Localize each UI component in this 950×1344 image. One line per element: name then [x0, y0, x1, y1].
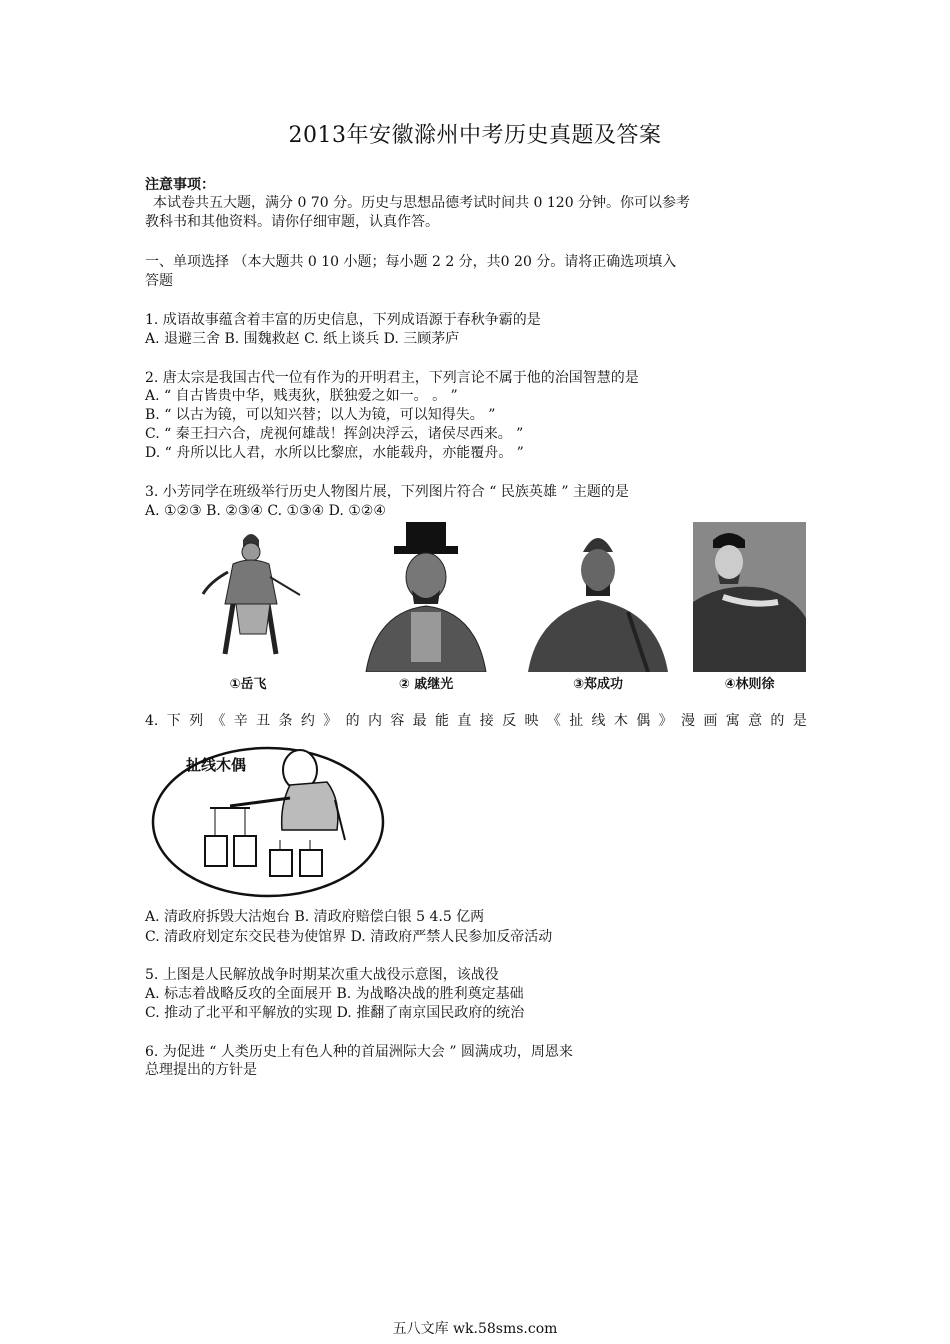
q4-stem-char: 映	[524, 713, 539, 729]
q5-options-cd: C. 推动了北平和平解放的实现 D. 推翻了南京国民政府的统治	[145, 1005, 525, 1021]
cartoon-label: 扯线木偶	[186, 756, 247, 774]
painting-drawing-icon	[693, 522, 806, 672]
q4-stem-char: 约	[300, 713, 315, 729]
warrior-drawing-icon	[188, 522, 308, 672]
q4-stem-char: 》	[658, 713, 673, 729]
q4-stem-char: 寓	[725, 713, 740, 729]
q4-stem-char: 辛	[233, 713, 248, 729]
figure-zheng-chenggong	[528, 522, 668, 692]
q5-stem: 5. 上图是人民解放战争时期某次重大战役示意图，该战役	[145, 967, 499, 983]
q5-options-ab: A. 标志着战略反攻的全面展开 B. 为战略决战的胜利奠定基础	[145, 986, 524, 1002]
q2-stem: 2. 唐太宗是我国古代一位有作为的开明君主，下列言论不属于他的治国智慧的是	[145, 370, 639, 386]
q2-option-d: D. “ 舟所以比人君，水所以比黎庶，水能载舟，亦能覆舟。 ”	[145, 445, 524, 461]
q3-stem: 3. 小芳同学在班级举行历史人物图片展，下列图片符合 “ 民族英雄 ” 主题的是	[145, 484, 629, 500]
q4-stem-char: 《	[546, 713, 561, 729]
figure-lin-zexu	[693, 522, 806, 692]
q4-stem-char: 《	[211, 713, 226, 729]
q4-stem-char: 4.	[145, 713, 159, 729]
q4-stem-char: 容	[390, 713, 405, 729]
caption-3: ③郑成功	[572, 677, 623, 692]
q2-option-b: B. “ 以古为镜，可以知兴替；以人为镜，可以知得失。 ”	[145, 407, 496, 423]
q2-option-a: A. “ 自古皆贵中华，贱夷狄，朕独爱之如一。 。 ”	[145, 388, 458, 404]
q4-stem	[145, 712, 807, 730]
q4-stem-char: 列	[189, 713, 204, 729]
notice-line-2: 教科书和其他资料。请你仔细审题，认真作答。	[145, 214, 439, 230]
q4-stem-char: 》	[323, 713, 338, 729]
q6-stem-cont: 总理提出的方针是	[145, 1062, 257, 1078]
q4-stem-char: 画	[703, 713, 718, 729]
q3-figure-row	[188, 522, 806, 692]
puppet-cartoon	[150, 740, 390, 900]
notice-line-1: 本试卷共五大题，满分 0 70 分。历史与思想品德考试时间共 0 120 分钟。你可以参考	[153, 195, 691, 211]
figure-yue-fei	[188, 522, 308, 692]
q4-stem-char: 直	[457, 713, 472, 729]
puppet-cartoon-icon	[150, 740, 390, 900]
q4-stem-char: 线	[591, 713, 606, 729]
q4-stem-char: 的	[345, 713, 360, 729]
footer-watermark: 五八文库 wk.58sms.com	[392, 1321, 558, 1337]
notice-heading: 注意事项：	[145, 177, 215, 193]
q6-stem: 6. 为促进 “ 人类历史上有色人种的首届洲际大会 ” 圆满成功，周恩来	[145, 1044, 573, 1060]
q4-stem-char: 意	[748, 713, 763, 729]
q4-stem-char: 内	[367, 713, 382, 729]
q4-stem-char: 能	[435, 713, 450, 729]
q4-stem-char: 扯	[569, 713, 584, 729]
q4-stem-char: 的	[770, 713, 785, 729]
caption-4: ④林则徐	[724, 677, 775, 692]
q4-stem-char: 是	[792, 713, 807, 729]
section-1-heading-cont: 答题	[145, 273, 173, 289]
section-1-heading: 一、单项选择 （本大题共 0 10 小题；每小题 2 2 分，共0 20 分。请将正确选项填入	[145, 254, 677, 270]
figure-qi-jiguang	[356, 522, 496, 692]
q4-stem-char: 丑	[256, 713, 271, 729]
q4-stem-char: 木	[613, 713, 628, 729]
q4-stem-char: 偶	[636, 713, 651, 729]
q2-option-c: C. “ 秦王扫六合，虎视何雄哉！挥剑决浮云，诸侯尽西来。 ”	[145, 426, 524, 442]
q4-stem-char: 漫	[680, 713, 695, 729]
q3-options: A. ①②③ B. ②③④ C. ①③④ D. ①②④	[145, 503, 386, 519]
q4-options-ab: A. 清政府拆毁大沽炮台 B. 清政府赔偿白银 5 4.5 亿两	[145, 909, 485, 925]
q4-stem-char: 反	[502, 713, 517, 729]
q4-stem-char: 下	[166, 713, 181, 729]
q1-stem: 1. 成语故事蕴含着丰富的历史信息，下列成语源于春秋争霸的是	[145, 312, 541, 328]
q4-stem-char: 最	[412, 713, 427, 729]
q4-options-cd: C. 清政府划定东交民巷为使馆界 D. 清政府严禁人民参加反帝活动	[145, 929, 553, 945]
statue-drawing-icon	[528, 522, 668, 672]
portrait-drawing-icon	[356, 522, 496, 672]
q1-options: A. 退避三舍 B. 围魏救赵 C. 纸上谈兵 D. 三顾茅庐	[145, 331, 460, 347]
caption-1: ①岳飞	[229, 677, 267, 692]
q4-stem-char: 条	[278, 713, 293, 729]
q4-stem-char: 接	[479, 713, 494, 729]
document-title: 2013年安徽滁州中考历史真题及答案	[288, 123, 662, 148]
caption-2: ② 戚继光	[398, 677, 454, 692]
